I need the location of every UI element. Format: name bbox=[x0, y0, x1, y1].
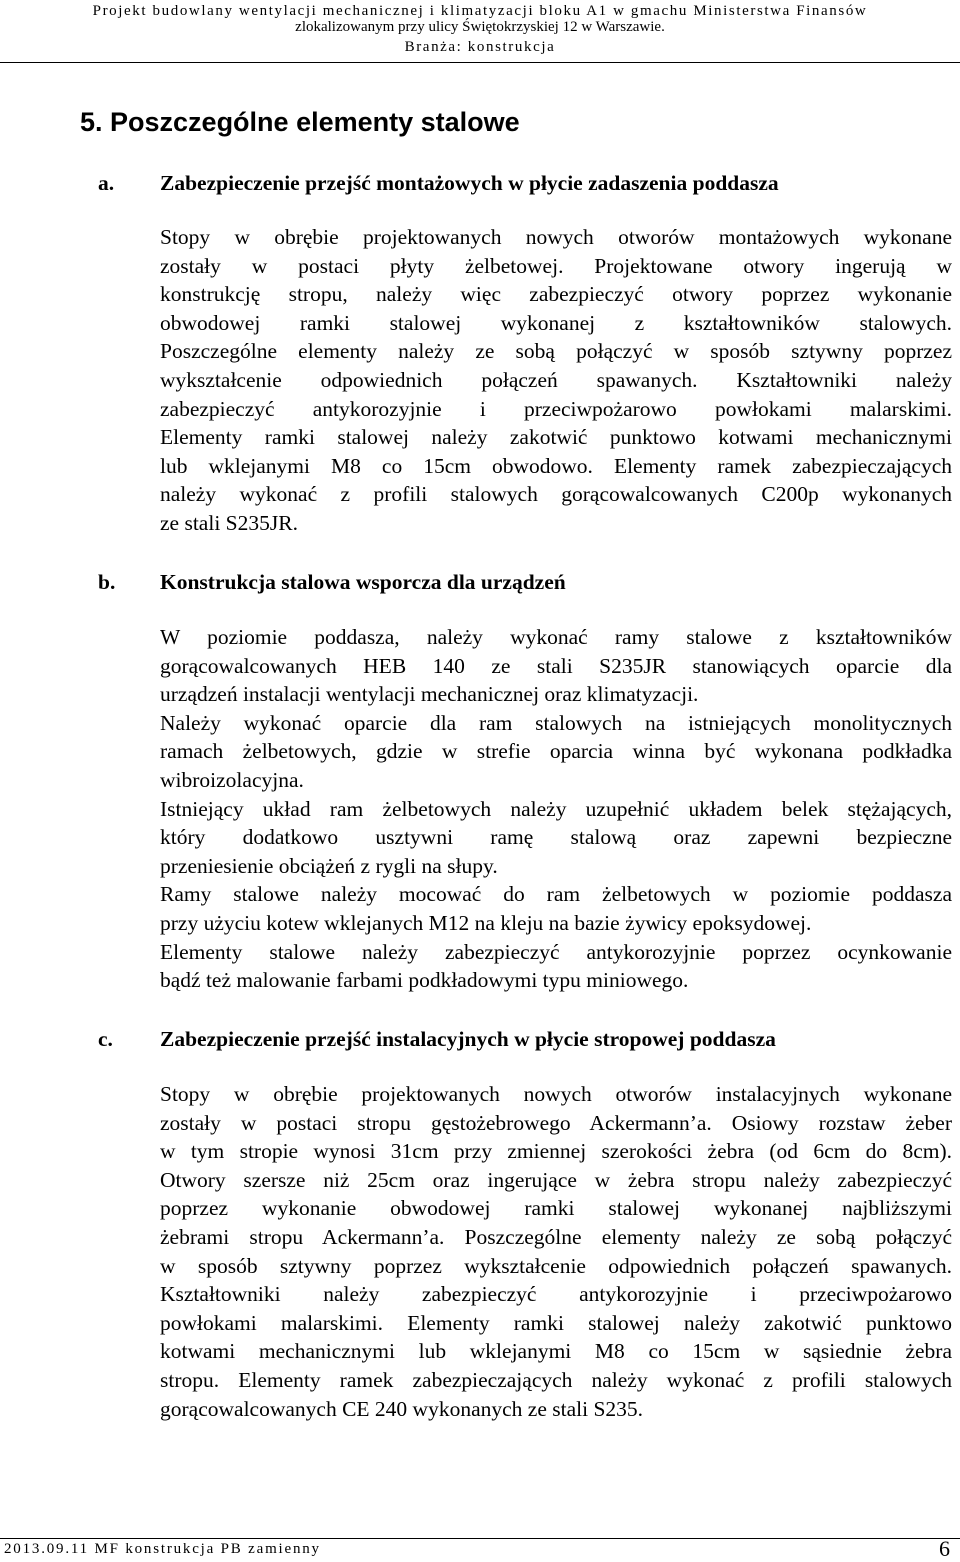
paragraph-line: w tym stropie wynosi 31cm przy zmiennej szerokości żebra (od 6cm do 8cm). bbox=[160, 1139, 952, 1164]
section-title: 5. Poszczególne elementy stalowe bbox=[80, 107, 520, 137]
paragraph-line: Otwory szersze niż 25cm oraz ingerujące w żebra stropu należy zabezpieczyć bbox=[160, 1167, 952, 1192]
paragraph-line: obwodowej ramki stalowej wykonanej z kształtowników stalowych. bbox=[160, 310, 952, 335]
subsection-c-marker: c. bbox=[98, 1027, 113, 1051]
paragraph-line: Kształtowniki należy zabezpieczyć antykorozyjnie i przeciwpożarowo bbox=[160, 1282, 952, 1307]
subsection-b-marker: b. bbox=[98, 570, 116, 594]
paragraph-line: stropu. Elementy ramek zabezpieczających należy wykonać z profili stalowych bbox=[160, 1367, 952, 1392]
paragraph-line: zabezpieczyć antykorozyjnie i przeciwpożarowo powłokami malarskimi. bbox=[160, 396, 952, 421]
paragraph-line: powłokami malarskimi. Elementy ramki stalowej należy zakotwić punktowo bbox=[160, 1310, 952, 1335]
subsection-b-paragraph bbox=[160, 623, 952, 995]
paragraph-line: Należy wykonać oparcie dla ram stalowych na istniejących monolitycznych bbox=[160, 710, 952, 735]
subsection-b-heading bbox=[98, 568, 958, 596]
paragraph-line: ramach żelbetowych, gdzie w strefie oparcia winna być wykonana podkładka bbox=[160, 739, 952, 764]
paragraph-line: Poszczególne elementy należy ze sobą połączyć w sposób sztywny poprzez bbox=[160, 339, 952, 364]
paragraph-line: gorącowalcowanych HEB 140 ze stali S235JR stanowiących oparcie dla bbox=[160, 653, 952, 678]
subsection-c-heading bbox=[98, 1025, 958, 1053]
subsection-b-title: Konstrukcja stalowa wsporcza dla urządzeń bbox=[160, 570, 566, 594]
paragraph-line: kotwami mechanicznymi lub wklejanymi M8 co 15cm w sąsiednie żebra bbox=[160, 1339, 952, 1364]
paragraph-line: zostały w postaci płyty żelbetowej. Projektowane otwory ingerują w bbox=[160, 253, 952, 278]
paragraph-line: urządzeń instalacji wentylacji mechanicznej oraz klimatyzacji. bbox=[160, 682, 699, 707]
paragraph-line: przeniesienie obciążeń z rygli na słupy. bbox=[160, 853, 498, 878]
paragraph-line: wykształcenie odpowiednich połączeń spawanych. Kształtowniki należy bbox=[160, 367, 952, 392]
paragraph-line: Elementy ramki stalowej należy zakotwić punktowo kotwami mechanicznymi bbox=[160, 425, 952, 450]
subsection-a-title: Zabezpieczenie przejść montażowych w płycie zadaszenia poddasza bbox=[160, 171, 779, 195]
paragraph-line: Elementy stalowe należy zabezpieczyć antykorozyjnie poprzez ocynkowanie bbox=[160, 939, 952, 964]
header-address-line: zlokalizowanym przy ulicy Świętokrzyskiej 12 w Warszawie. bbox=[295, 19, 665, 35]
paragraph-line: Stopy w obrębie projektowanych nowych otworów montażowych wykonane bbox=[160, 225, 952, 249]
paragraph-line: W poziomie poddasza, należy wykonać ramy stalowe z kształtowników bbox=[160, 625, 952, 649]
footer-document-id: 2013.09.11 MF konstrukcja PB zamienny bbox=[4, 1541, 321, 1557]
paragraph-line: przy użyciu kotew wklejanych M12 na kleju na bazie żywicy epoksydowej. bbox=[160, 910, 812, 935]
paragraph-line: żebrami stropu Ackermann’a. Poszczególne elementy należy ze sobą połączyć bbox=[160, 1224, 952, 1249]
paragraph-line: zostały w postaci stropu gęstożebrowego Ackermann’a. Osiowy rozstaw żeber bbox=[160, 1110, 952, 1135]
paragraph-line: bądź też malowanie farbami podkładowymi typu miniowego. bbox=[160, 968, 689, 993]
subsection-a-paragraph bbox=[160, 223, 952, 538]
page-number: 6 bbox=[939, 1536, 950, 1561]
paragraph-line: który dodatkowo usztywni ramę stalową oraz zapewni bezpieczne bbox=[160, 825, 952, 850]
paragraph-line: Stopy w obrębie projektowanych nowych otworów instalacyjnych wykonane bbox=[160, 1082, 952, 1106]
paragraph-line: lub wklejanymi M8 co 15cm obwodowo. Elementy ramek zabezpieczających bbox=[160, 453, 952, 478]
paragraph-line: wibroizolacyjna. bbox=[160, 767, 304, 792]
subsection-a-marker: a. bbox=[98, 171, 115, 195]
header-project-line: Projekt budowlany wentylacji mechanicznej i klimatyzacji bloku A1 w gmachu Ministerstwa Finansów bbox=[92, 3, 868, 19]
subsection-a-heading bbox=[98, 169, 958, 197]
paragraph-line: w sposób sztywny poprzez wykształcenie odpowiednich połączeń spawanych. bbox=[160, 1253, 952, 1278]
paragraph-line: poprzez wykonanie obwodowej ramki stalowej wykonanej najbliższymi bbox=[160, 1196, 952, 1221]
header-branch-line: Branża: konstrukcja bbox=[404, 39, 556, 55]
paragraph-line: konstrukcję stropu, należy więc zabezpieczyć otwory poprzez wykonanie bbox=[160, 282, 952, 307]
subsection-c-title: Zabezpieczenie przejść instalacyjnych w płycie stropowej poddasza bbox=[160, 1027, 776, 1051]
paragraph-line: należy wykonać z profili stalowych gorącowalcowanych C200p wykonanych bbox=[160, 482, 952, 507]
header-divider bbox=[0, 62, 960, 63]
paragraph-line: Istniejący układ ram żelbetowych należy uzupełnić układem belek stężających, bbox=[160, 796, 952, 821]
paragraph-line: gorącowalcowanych CE 240 wykonanych ze stali S235. bbox=[160, 1396, 644, 1421]
paragraph-line: ze stali S235JR. bbox=[160, 510, 298, 535]
paragraph-line: Ramy stalowe należy mocować do ram żelbetowych w poziomie poddasza bbox=[160, 882, 952, 907]
subsection-c-paragraph bbox=[160, 1080, 952, 1423]
